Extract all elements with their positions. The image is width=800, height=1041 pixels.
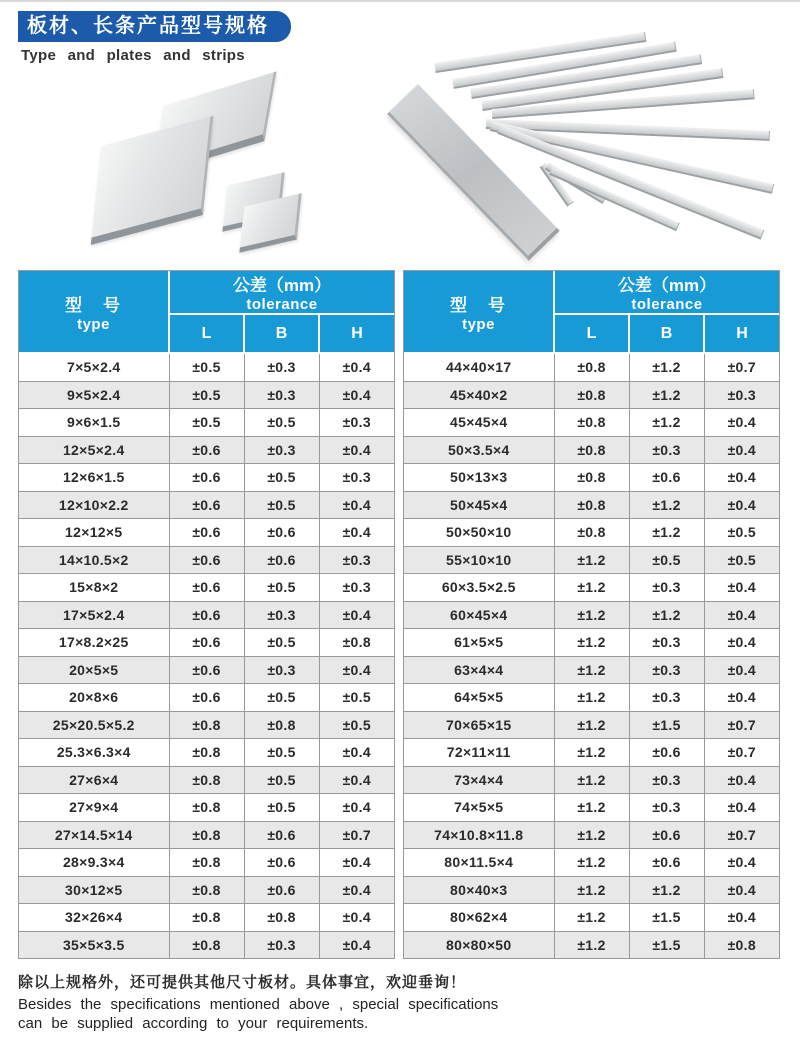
spec-row [404, 519, 779, 547]
footnote-cn: 除以上规格外，还可提供其他尺寸板材。具体事宜，欢迎垂询！ [18, 974, 467, 991]
tolerance-b-cell: ±1.2 [629, 409, 704, 437]
tolerance-b-cell: ±0.3 [244, 931, 319, 958]
type-cell: 27×14.5×14 [19, 821, 169, 849]
tolerance-h-cell: ±0.4 [319, 904, 394, 932]
tolerance-h-cell: ±0.4 [704, 876, 779, 904]
tolerance-b-cell: ±0.5 [244, 574, 319, 602]
tolerance-b-cell: ±0.6 [629, 849, 704, 877]
tolerance-h-cell: ±0.4 [704, 574, 779, 602]
tolerance-b-cell: ±0.5 [244, 409, 319, 437]
tolerance-l-cell: ±0.8 [554, 464, 629, 492]
spec-table-left-wrap [18, 270, 395, 959]
type-cell: 32×26×4 [19, 904, 169, 932]
tolerance-b-cell: ±0.6 [629, 739, 704, 767]
spec-row [404, 546, 779, 574]
spec-table-right-wrap [403, 270, 780, 959]
type-column-header [404, 271, 554, 353]
tolerance-b-cell: ±0.3 [629, 436, 704, 464]
tolerance-l-cell: ±0.6 [169, 436, 244, 464]
type-cell: 30×12×5 [19, 876, 169, 904]
tolerance-b-cell: ±1.2 [629, 353, 704, 381]
spec-row [404, 684, 779, 712]
tolerance-h-cell: ±0.3 [319, 546, 394, 574]
type-cell: 80×62×4 [404, 904, 554, 932]
tolerance-l-cell: ±0.5 [169, 381, 244, 409]
type-column-header [19, 271, 169, 353]
tolerance-l-cell: ±0.6 [169, 491, 244, 519]
tolerance-h-cell: ±0.4 [704, 904, 779, 932]
tolerance-b-cell: ±0.5 [244, 766, 319, 794]
tolerance-h-cell: ±0.5 [704, 546, 779, 574]
spec-row [404, 904, 779, 932]
type-cell: 15×8×2 [19, 574, 169, 602]
tolerance-l-cell: ±1.2 [554, 739, 629, 767]
type-cell: 17×5×2.4 [19, 601, 169, 629]
tolerance-h-cell: ±0.4 [319, 436, 394, 464]
tolerance-b-cell: ±0.3 [629, 766, 704, 794]
tolerance-l-cell: ±1.2 [554, 876, 629, 904]
tolerance-b-cell: ±0.3 [629, 684, 704, 712]
tolerance-h-cell: ±0.3 [319, 464, 394, 492]
tolerance-l-cell: ±1.2 [554, 684, 629, 712]
spec-row [19, 739, 394, 767]
tolerance-l-cell: ±1.2 [554, 629, 629, 657]
type-cell: 63×4×4 [404, 656, 554, 684]
tolerance-b-cell: ±0.3 [244, 381, 319, 409]
tolerance-b-cell: ±1.5 [629, 711, 704, 739]
spec-row [404, 629, 779, 657]
tolerance-l-cell: ±0.6 [169, 684, 244, 712]
type-cell: 80×11.5×4 [404, 849, 554, 877]
spec-row [404, 409, 779, 437]
type-cell: 28×9.3×4 [19, 849, 169, 877]
spec-row [404, 711, 779, 739]
tolerance-b-cell: ±1.2 [629, 519, 704, 547]
type-cell: 20×8×6 [19, 684, 169, 712]
type-cell: 27×9×4 [19, 794, 169, 822]
tolerance-h-cell: ±0.5 [704, 519, 779, 547]
tolerance-l-cell: ±1.2 [554, 904, 629, 932]
type-cell: 80×40×3 [404, 876, 554, 904]
type-cell: 80×80×50 [404, 931, 554, 958]
tolerance-l-cell: ±0.8 [169, 849, 244, 877]
tolerance-h-cell: ±0.4 [319, 381, 394, 409]
tolerance-l-cell: ±0.8 [554, 436, 629, 464]
type-header-en: type [462, 315, 495, 333]
tolerance-h-cell: ±0.4 [319, 601, 394, 629]
spec-row [404, 849, 779, 877]
tolerance-l-cell: ±0.8 [554, 381, 629, 409]
spec-table-left [19, 271, 394, 958]
spec-tables [18, 270, 780, 959]
spec-row [19, 574, 394, 602]
tolerance-column-header [554, 271, 779, 314]
spec-row [404, 381, 779, 409]
col-header-b: B [629, 314, 704, 353]
metal-plate [91, 116, 213, 245]
tolerance-b-cell: ±0.5 [629, 546, 704, 574]
tolerance-h-cell: ±0.4 [319, 739, 394, 767]
tolerance-h-cell: ±0.7 [704, 821, 779, 849]
tolerance-header-en: tolerance [246, 296, 318, 313]
tolerance-l-cell: ±0.8 [169, 739, 244, 767]
type-cell: 73×4×4 [404, 766, 554, 794]
spec-row [19, 931, 394, 958]
type-cell: 14×10.5×2 [19, 546, 169, 574]
tolerance-l-cell: ±0.5 [169, 353, 244, 381]
spec-row [404, 436, 779, 464]
tolerance-h-cell: ±0.4 [704, 601, 779, 629]
tolerance-h-cell: ±0.4 [319, 656, 394, 684]
tolerance-h-cell: ±0.4 [704, 656, 779, 684]
tolerance-l-cell: ±1.2 [554, 931, 629, 958]
type-cell: 55×10×10 [404, 546, 554, 574]
type-cell: 74×10.8×11.8 [404, 821, 554, 849]
spec-table-left-body [19, 353, 394, 958]
tolerance-l-cell: ±0.6 [169, 519, 244, 547]
tolerance-header-en: tolerance [631, 296, 703, 313]
tolerance-b-cell: ±0.3 [629, 574, 704, 602]
tolerance-b-cell: ±0.6 [629, 821, 704, 849]
type-cell: 12×5×2.4 [19, 436, 169, 464]
tolerance-b-cell: ±0.8 [244, 711, 319, 739]
type-cell: 25×20.5×5.2 [19, 711, 169, 739]
type-cell: 20×5×5 [19, 656, 169, 684]
page-title-cn: 板材、长条产品型号规格 [27, 15, 269, 37]
tolerance-l-cell: ±0.8 [169, 876, 244, 904]
spec-row [404, 491, 779, 519]
tolerance-l-cell: ±1.2 [554, 849, 629, 877]
spec-row [19, 684, 394, 712]
page-title-banner [18, 11, 291, 42]
strips-photo [395, 22, 795, 262]
tolerance-l-cell: ±0.5 [169, 409, 244, 437]
type-cell: 7×5×2.4 [19, 353, 169, 381]
type-cell: 74×5×5 [404, 794, 554, 822]
tolerance-h-cell: ±0.3 [319, 574, 394, 602]
tolerance-l-cell: ±1.2 [554, 546, 629, 574]
tolerance-h-cell: ±0.4 [704, 684, 779, 712]
tolerance-l-cell: ±1.2 [554, 601, 629, 629]
spec-row [404, 821, 779, 849]
plates-photo [60, 80, 400, 265]
type-cell: 35×5×3.5 [19, 931, 169, 958]
tolerance-l-cell: ±0.6 [169, 601, 244, 629]
type-cell: 12×6×1.5 [19, 464, 169, 492]
spec-row [19, 849, 394, 877]
col-header-l: L [554, 314, 629, 353]
tolerance-h-cell: ±0.7 [704, 353, 779, 381]
tolerance-h-cell: ±0.4 [704, 464, 779, 492]
tolerance-l-cell: ±0.8 [169, 821, 244, 849]
tolerance-l-cell: ±1.2 [554, 821, 629, 849]
type-cell: 70×65×15 [404, 711, 554, 739]
spec-row [19, 546, 394, 574]
tolerance-h-cell: ±0.4 [319, 794, 394, 822]
page-title-en: Type and plates and strips [21, 47, 245, 64]
tolerance-l-cell: ±0.6 [169, 629, 244, 657]
tolerance-header-cn: 公差（mm） [617, 276, 717, 295]
tolerance-h-cell: ±0.4 [704, 766, 779, 794]
tolerance-l-cell: ±0.6 [169, 574, 244, 602]
tolerance-h-cell: ±0.4 [704, 849, 779, 877]
tolerance-b-cell: ±0.3 [244, 601, 319, 629]
tolerance-l-cell: ±1.2 [554, 656, 629, 684]
tolerance-h-cell: ±0.4 [319, 353, 394, 381]
type-cell: 9×5×2.4 [19, 381, 169, 409]
spec-row [19, 464, 394, 492]
tolerance-b-cell: ±0.5 [244, 739, 319, 767]
tolerance-h-cell: ±0.7 [704, 739, 779, 767]
type-cell: 25.3×6.3×4 [19, 739, 169, 767]
tolerance-l-cell: ±0.6 [169, 464, 244, 492]
tolerance-b-cell: ±0.5 [244, 684, 319, 712]
tolerance-h-cell: ±0.4 [319, 491, 394, 519]
type-cell: 50×3.5×4 [404, 436, 554, 464]
tolerance-h-cell: ±0.4 [319, 849, 394, 877]
spec-row [404, 601, 779, 629]
tolerance-h-cell: ±0.4 [319, 931, 394, 958]
type-cell: 27×6×4 [19, 766, 169, 794]
tolerance-b-cell: ±0.6 [629, 464, 704, 492]
tolerance-b-cell: ±0.6 [244, 849, 319, 877]
footnote-en-line2: can be supplied according to your requirements. [18, 1015, 369, 1032]
tolerance-l-cell: ±1.2 [554, 794, 629, 822]
spec-row [19, 436, 394, 464]
tolerance-h-cell: ±0.4 [704, 409, 779, 437]
tolerance-b-cell: ±0.6 [244, 519, 319, 547]
spec-row [19, 409, 394, 437]
tolerance-l-cell: ±0.8 [169, 904, 244, 932]
tolerance-b-cell: ±1.5 [629, 931, 704, 958]
spec-row [404, 464, 779, 492]
tolerance-l-cell: ±0.6 [169, 656, 244, 684]
spec-row [19, 519, 394, 547]
tolerance-column-header [169, 271, 394, 314]
type-cell: 50×50×10 [404, 519, 554, 547]
tolerance-h-cell: ±0.4 [319, 519, 394, 547]
top-divider [0, 0, 800, 2]
tolerance-b-cell: ±1.2 [629, 381, 704, 409]
type-header-en: type [77, 315, 110, 333]
tolerance-b-cell: ±0.3 [629, 794, 704, 822]
tolerance-b-cell: ±0.6 [244, 876, 319, 904]
type-cell: 44×40×17 [404, 353, 554, 381]
tolerance-h-cell: ±0.4 [704, 629, 779, 657]
spec-row [19, 381, 394, 409]
tolerance-h-cell: ±0.8 [319, 629, 394, 657]
spec-row [19, 601, 394, 629]
tolerance-b-cell: ±0.3 [244, 656, 319, 684]
type-cell: 50×13×3 [404, 464, 554, 492]
tolerance-h-cell: ±0.4 [704, 436, 779, 464]
col-header-h: H [704, 314, 779, 353]
tolerance-b-cell: ±0.5 [244, 491, 319, 519]
spec-row [19, 711, 394, 739]
tolerance-h-cell: ±0.5 [319, 684, 394, 712]
tolerance-l-cell: ±0.8 [169, 766, 244, 794]
tolerance-b-cell: ±1.2 [629, 876, 704, 904]
tolerance-b-cell: ±0.8 [244, 904, 319, 932]
tolerance-b-cell: ±0.3 [629, 629, 704, 657]
tolerance-b-cell: ±0.6 [244, 821, 319, 849]
spec-row [404, 656, 779, 684]
spec-row [404, 766, 779, 794]
tolerance-b-cell: ±0.5 [244, 464, 319, 492]
type-cell: 9×6×1.5 [19, 409, 169, 437]
tolerance-l-cell: ±0.8 [554, 409, 629, 437]
tolerance-l-cell: ±0.8 [169, 794, 244, 822]
tolerance-b-cell: ±1.5 [629, 904, 704, 932]
tolerance-l-cell: ±1.2 [554, 711, 629, 739]
type-cell: 45×40×2 [404, 381, 554, 409]
tolerance-b-cell: ±1.2 [629, 491, 704, 519]
tolerance-h-cell: ±0.4 [704, 794, 779, 822]
tolerance-l-cell: ±0.8 [554, 519, 629, 547]
type-cell: 60×3.5×2.5 [404, 574, 554, 602]
type-cell: 60×45×4 [404, 601, 554, 629]
spec-row [404, 876, 779, 904]
tolerance-h-cell: ±0.7 [319, 821, 394, 849]
spec-row [19, 766, 394, 794]
spec-row [19, 794, 394, 822]
tolerance-b-cell: ±0.5 [244, 629, 319, 657]
spec-row [404, 353, 779, 381]
type-cell: 12×12×5 [19, 519, 169, 547]
spec-row [404, 739, 779, 767]
spec-row [19, 491, 394, 519]
tolerance-l-cell: ±0.8 [554, 491, 629, 519]
tolerance-b-cell: ±0.3 [244, 353, 319, 381]
type-header-cn: 型 号 [450, 295, 507, 315]
spec-row [404, 931, 779, 958]
tolerance-h-cell: ±0.4 [319, 876, 394, 904]
tolerance-b-cell: ±1.2 [629, 601, 704, 629]
spec-row [19, 629, 394, 657]
type-cell: 64×5×5 [404, 684, 554, 712]
spec-row [19, 876, 394, 904]
type-cell: 50×45×4 [404, 491, 554, 519]
tolerance-l-cell: ±0.8 [169, 711, 244, 739]
tolerance-l-cell: ±1.2 [554, 766, 629, 794]
spec-row [19, 821, 394, 849]
tolerance-h-cell: ±0.5 [319, 711, 394, 739]
tolerance-l-cell: ±0.6 [169, 546, 244, 574]
spec-row [404, 794, 779, 822]
col-header-h: H [319, 314, 394, 353]
tolerance-b-cell: ±0.6 [244, 546, 319, 574]
spec-table-right [404, 271, 779, 958]
tolerance-b-cell: ±0.5 [244, 794, 319, 822]
spec-row [19, 656, 394, 684]
spec-row [19, 904, 394, 932]
tolerance-h-cell: ±0.4 [319, 766, 394, 794]
tolerance-h-cell: ±0.4 [704, 491, 779, 519]
tolerance-b-cell: ±0.3 [629, 656, 704, 684]
footnote [18, 971, 782, 1033]
spec-table-right-body [404, 353, 779, 958]
type-cell: 17×8.2×25 [19, 629, 169, 657]
tolerance-l-cell: ±1.2 [554, 574, 629, 602]
footnote-en-line1: Besides the specifications mentioned above , special specifications [18, 996, 499, 1013]
tolerance-h-cell: ±0.3 [319, 409, 394, 437]
type-cell: 45×45×4 [404, 409, 554, 437]
tolerance-header-cn: 公差（mm） [232, 276, 332, 295]
col-header-b: B [244, 314, 319, 353]
spec-row [404, 574, 779, 602]
tolerance-l-cell: ±0.8 [169, 931, 244, 958]
tolerance-b-cell: ±0.3 [244, 436, 319, 464]
type-cell: 72×11×11 [404, 739, 554, 767]
tolerance-h-cell: ±0.7 [704, 711, 779, 739]
spec-row [19, 353, 394, 381]
type-cell: 61×5×5 [404, 629, 554, 657]
type-header-cn: 型 号 [65, 295, 122, 315]
tolerance-h-cell: ±0.8 [704, 931, 779, 958]
col-header-l: L [169, 314, 244, 353]
tolerance-l-cell: ±0.8 [554, 353, 629, 381]
tolerance-h-cell: ±0.3 [704, 381, 779, 409]
type-cell: 12×10×2.2 [19, 491, 169, 519]
